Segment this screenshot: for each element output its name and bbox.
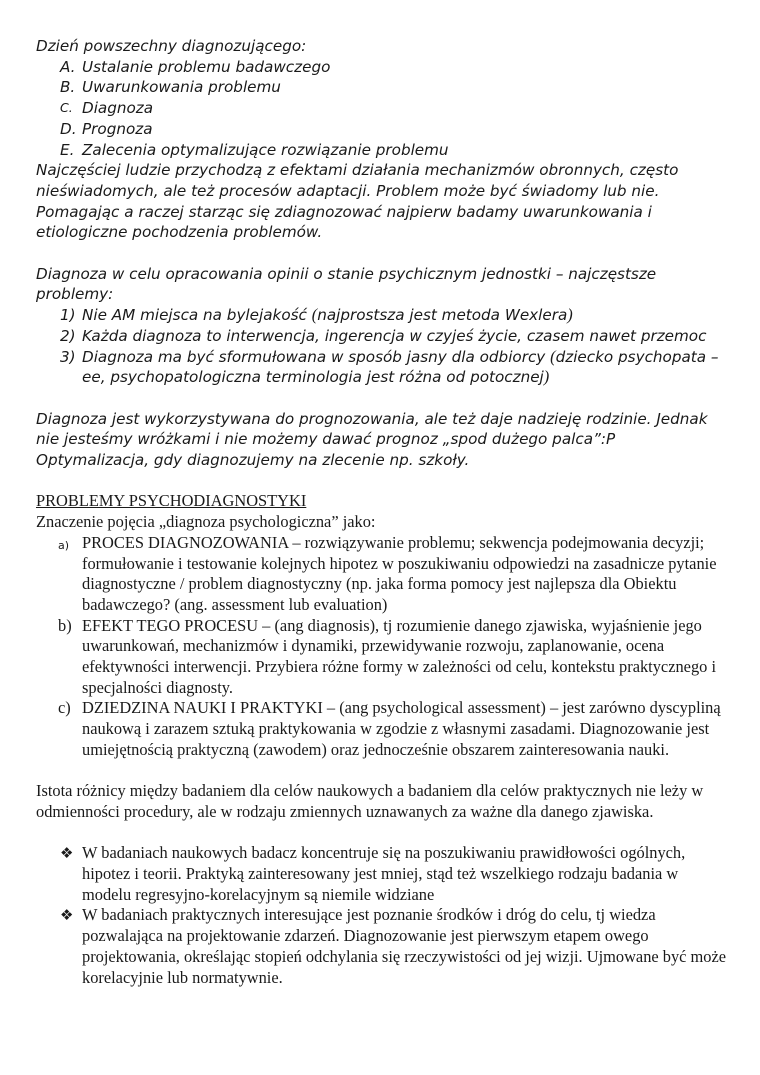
list-item (36, 119, 728, 140)
section1-heading: Dzień powszechny diagnozującego: (36, 37, 307, 55)
section3-paragraph-2: Optymalizacja, gdy diagnozujemy na zlecenie np. szkoły. (36, 451, 470, 470)
list-item-text: Prognoza (82, 119, 153, 138)
list-item (36, 616, 728, 699)
list-marker: c) (58, 698, 71, 718)
list-item-text: Uwarunkowania problemu (82, 78, 281, 97)
paren-close: ) (567, 305, 573, 325)
section2-heading: Diagnoza w celu opracowania opinii o stanie psychicznym jednostki – najczęstsze problemy: (36, 264, 657, 304)
section5-paragraph: Istota różnicy między badaniem dla celów naukowych a badaniem dla celów praktycznych nie leży w odmienności procedury, ale w rodzaju zmiennych uznawanych za ważne dla danego zjawiska. (36, 781, 704, 821)
list-marker: 3) (60, 347, 76, 366)
list-item (36, 98, 728, 119)
section4-heading: PROBLEMY PSYCHODIAGNOSTYKI (36, 491, 307, 511)
list-item-text: Ustalanie problemu badawczego (82, 57, 331, 76)
list-item (36, 305, 728, 326)
list-marker: E. (60, 140, 75, 159)
list-item-text-2: dziecko psychopata – ee, psychopatologiczna terminologia jest różna od potocznej (82, 347, 719, 387)
list-item (36, 77, 728, 98)
list-marker: b) (58, 615, 72, 635)
section4-intro: Znaczenie pojęcia „diagnoza psychologiczna” jako: (36, 512, 376, 532)
list-item-text: EFEKT TEGO PROCESU – (ang diagnosis), tj rozumienie danego zjawiska, wyjaśnienie jego uwarunkowań, mechanizmów i dynamiki, przewidywanie rozwoju, zaplanowanie, ocena efektywności interwencji. Przybiera różne formy w zależności od celu, kontekstu praktycznego i specjalności diagnosty. (82, 615, 716, 697)
list-marker: D. (60, 119, 77, 138)
list-item (36, 326, 728, 347)
list-item-text: W badaniach praktycznych interesujące jest poznanie środków i dróg do celu, tj wiedza pozwalająca na projektowanie zdarzeń. Diagnozowanie jest pierwszym etapem owego projektowania, określając stopień odchylania się rzeczywistości od jej wizji. Ujmowane być może korelacyjnie lub normatywnie. (82, 905, 727, 987)
list-marker: 1) (60, 306, 76, 325)
list-marker: C. (60, 100, 73, 116)
paren-open: ( (550, 346, 556, 366)
list-item-text: Każda diagnoza to interwencja, ingerencja w czyjeś życie, czasem nawet przemoc (82, 326, 707, 345)
list-marker: A. (60, 57, 76, 76)
stages-list (36, 57, 728, 161)
list-item (36, 347, 728, 388)
section3-paragraph: Diagnoza jest wykorzystywana do prognozowania, ale też daje nadzieję rodzinie. Jednak nie jesteśmy wróżkami i nie możemy dawać prognoz „spod dużego palca”:P (36, 409, 708, 449)
list-item (36, 57, 728, 78)
paren-close: ) (543, 367, 550, 387)
list-item (36, 533, 728, 616)
list-item-text: W badaniach naukowych badacz koncentruje się na poszukiwaniu prawidłowości ogólnych, hipotez i teorii. Praktyką zainteresowany jest mniej, stąd też wszelkiego rodzaju badania w modelu regresyjno-korelacyjnym są niemile widziane (82, 843, 686, 904)
list-item-text: Diagnoza ma być sformułowana w sposób jasny dla odbiorcy (82, 347, 551, 366)
diamond-bullet-icon: ❖ (60, 906, 74, 925)
list-item-text: PROCES DIAGNOZOWANIA – rozwiązywanie problemu; sekwencja podejmowania decyzji; formułowanie i testowanie kolejnych hipotez w poszukiwaniu odpowiedzi na zasadnicze pytanie diagnostyczne / problem diagnostyczny (np. jaka forma pomocy jest najlepsza dla Obiektu badawczego? (ang. assessment lub evaluation) (82, 532, 717, 614)
document-page (36, 36, 728, 988)
meanings-list (36, 533, 728, 761)
list-item-text-2: najprostsza jest metoda Wexlera (317, 306, 568, 325)
list-item (36, 843, 728, 905)
list-marker: 2) (60, 326, 76, 345)
list-item (36, 140, 728, 161)
list-item-text: Zalecenia optymalizujące rozwiązanie problemu (82, 140, 449, 159)
list-item-text: Diagnoza (82, 99, 154, 118)
list-item-text: Nie AM miejsca na bylejakość (82, 306, 312, 325)
diamond-bullet-icon: ❖ (60, 844, 74, 863)
list-item (36, 698, 728, 760)
paren-open: ( (311, 305, 318, 325)
research-bullets (36, 843, 728, 988)
problems-list (36, 305, 728, 388)
list-item (36, 905, 728, 988)
list-marker: a) (58, 538, 70, 552)
section1-paragraph: Najczęściej ludzie przychodzą z efektami działania mechanizmów obronnych, często nieświadomych, ale też procesów adaptacji. Problem może być świadomy lub nie. Pomagając a raczej starząc się zdiagnozować najpierw badamy uwarunkowania i etiologiczne pochodzenia problemów. (36, 161, 679, 242)
list-marker: B. (60, 78, 76, 97)
list-item-text: DZIEDZINA NAUKI I PRAKTYKI – (ang psychological assessment) – jest zarówno dyscypliną naukową i zarazem sztuką praktykowania w zgodzie z własnymi zasadami. Diagnozowanie jest umiejętnością praktyczną (zawodem) oraz jednocześnie obszarem zainteresowania nauki. (82, 698, 721, 759)
